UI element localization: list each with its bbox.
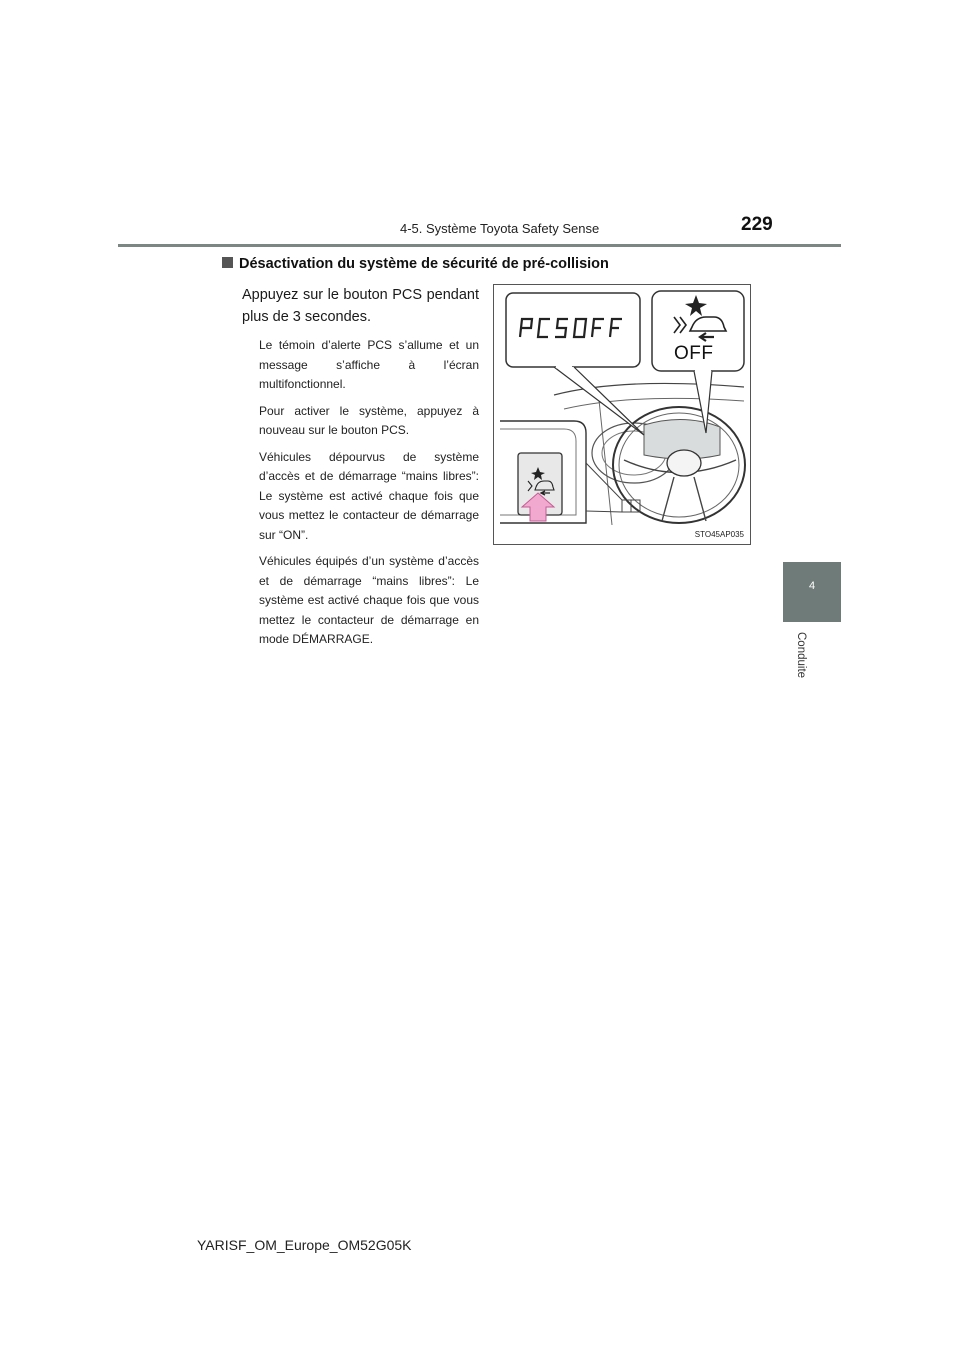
dashboard-drawing [494, 285, 751, 545]
section-heading-text: Désactivation du système de sécurité de pré-collision [239, 256, 609, 272]
instruction-text: Appuyez sur le bouton PCS pendant plus de 3 secondes. [242, 287, 479, 325]
note-item: Véhicules dépourvus de système d’accès et de démarrage “mains libres”: Le système est activé chaque fois que vous mettez le contacteur de démarrage sur “ON”. [259, 449, 479, 542]
chapter-label: Conduite [795, 632, 807, 679]
square-bullet-icon [222, 257, 233, 268]
figure-code: STO45AP035 [694, 530, 744, 539]
chapter-number: 4 [808, 580, 816, 592]
header-section-title: 4-5. Système Toyota Safety Sense [400, 221, 600, 236]
section-heading [222, 256, 609, 272]
display-callout [506, 293, 640, 367]
note-item: Véhicules équipés d’un système d’accès et de démarrage “mains libres”: Le système est activé chaque fois que vous mettez le contacteur de démarrage en mode DÉMARRAGE. [259, 554, 479, 646]
note-item: Pour activer le système, appuyez à nouveau sur le bouton PCS. [259, 403, 479, 437]
pcs-illustration [493, 284, 751, 545]
page-number: 229 [741, 214, 773, 235]
notes-list [259, 336, 479, 657]
header-rule [118, 244, 841, 247]
indicator-off-text: OFF [674, 343, 714, 364]
footer-doc-id: YARISF_OM_Europe_OM52G05K [197, 1237, 412, 1253]
note-item: Le témoin d’alerte PCS s’allume et un message s’affiche à l’écran multifonctionnel. [259, 338, 479, 391]
chapter-tab [783, 562, 841, 622]
